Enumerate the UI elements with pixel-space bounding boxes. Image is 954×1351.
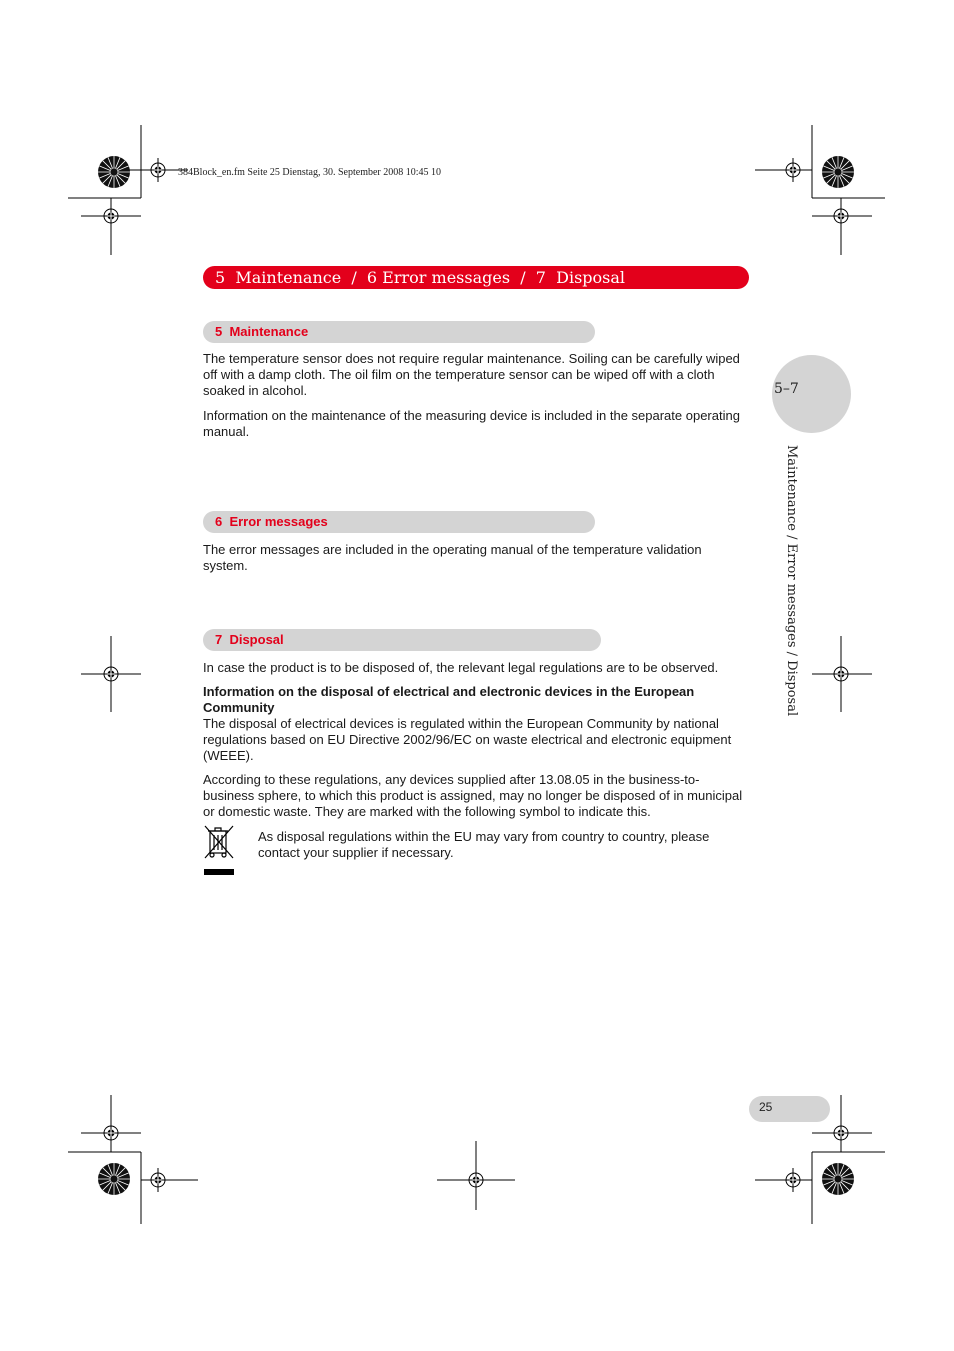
print-slug-line: 384Block_en.fm Seite 25 Dienstag, 30. September 2008 10:45 10 (178, 167, 442, 178)
chapter-side-title: Maintenance / Error messages / Disposal (784, 445, 799, 717)
section-heading-text: 6 Error messages (215, 514, 328, 529)
disposal-paragraph-3: According to these regulations, any devices supplied after 13.08.05 in the business-to-business sphere, to which this product is assigned, may no longer be disposed of in municipal or domestic waste. They are marked with the following symbol to indicate this. (203, 772, 743, 820)
section-heading-text: 5 Maintenance (215, 324, 309, 339)
disposal-symbol-note: As disposal regulations within the EU may vary from country to country, please contact your supplier if necessary. (258, 829, 710, 861)
section-heading-error-messages (203, 511, 595, 533)
maintenance-paragraph-2: Information on the maintenance of the measuring device is included in the separate operating manual. (203, 408, 740, 440)
page-number: 25 (759, 1100, 773, 1114)
disposal-paragraph-1: In case the product is to be disposed of, the relevant legal regulations are to be observed. (203, 660, 719, 675)
section-heading-disposal (203, 629, 601, 651)
section-heading-text: 7 Disposal (215, 632, 284, 647)
chapter-title: 5 Maintenance / 6 Error messages / 7 Disposal (215, 268, 626, 287)
crossed-out-wheelie-bin-icon (203, 824, 235, 876)
error-messages-paragraph: The error messages are included in the operating manual of the temperature validation system. (203, 542, 702, 574)
section-heading-maintenance (203, 321, 595, 343)
maintenance-paragraph-1: The temperature sensor does not require regular maintenance. Soiling can be carefully wiped off with a damp cloth. The oil film on the temperature sensor can be wiped off with a cloth soaked in alcohol. (203, 351, 740, 399)
chapter-tab-number: 5–7 (774, 381, 799, 397)
disposal-bold-heading: Information on the disposal of electrical and electronic devices in the European Community (203, 684, 695, 716)
chapter-title-bar (203, 266, 749, 289)
page-number-pill (749, 1096, 830, 1122)
disposal-info-block (203, 684, 703, 716)
disposal-paragraph-2: The disposal of electrical devices is regulated within the European Community by national regulations based on EU Directive 2002/96/EC on waste electrical and electronic equipment (WEEE). (203, 716, 732, 764)
